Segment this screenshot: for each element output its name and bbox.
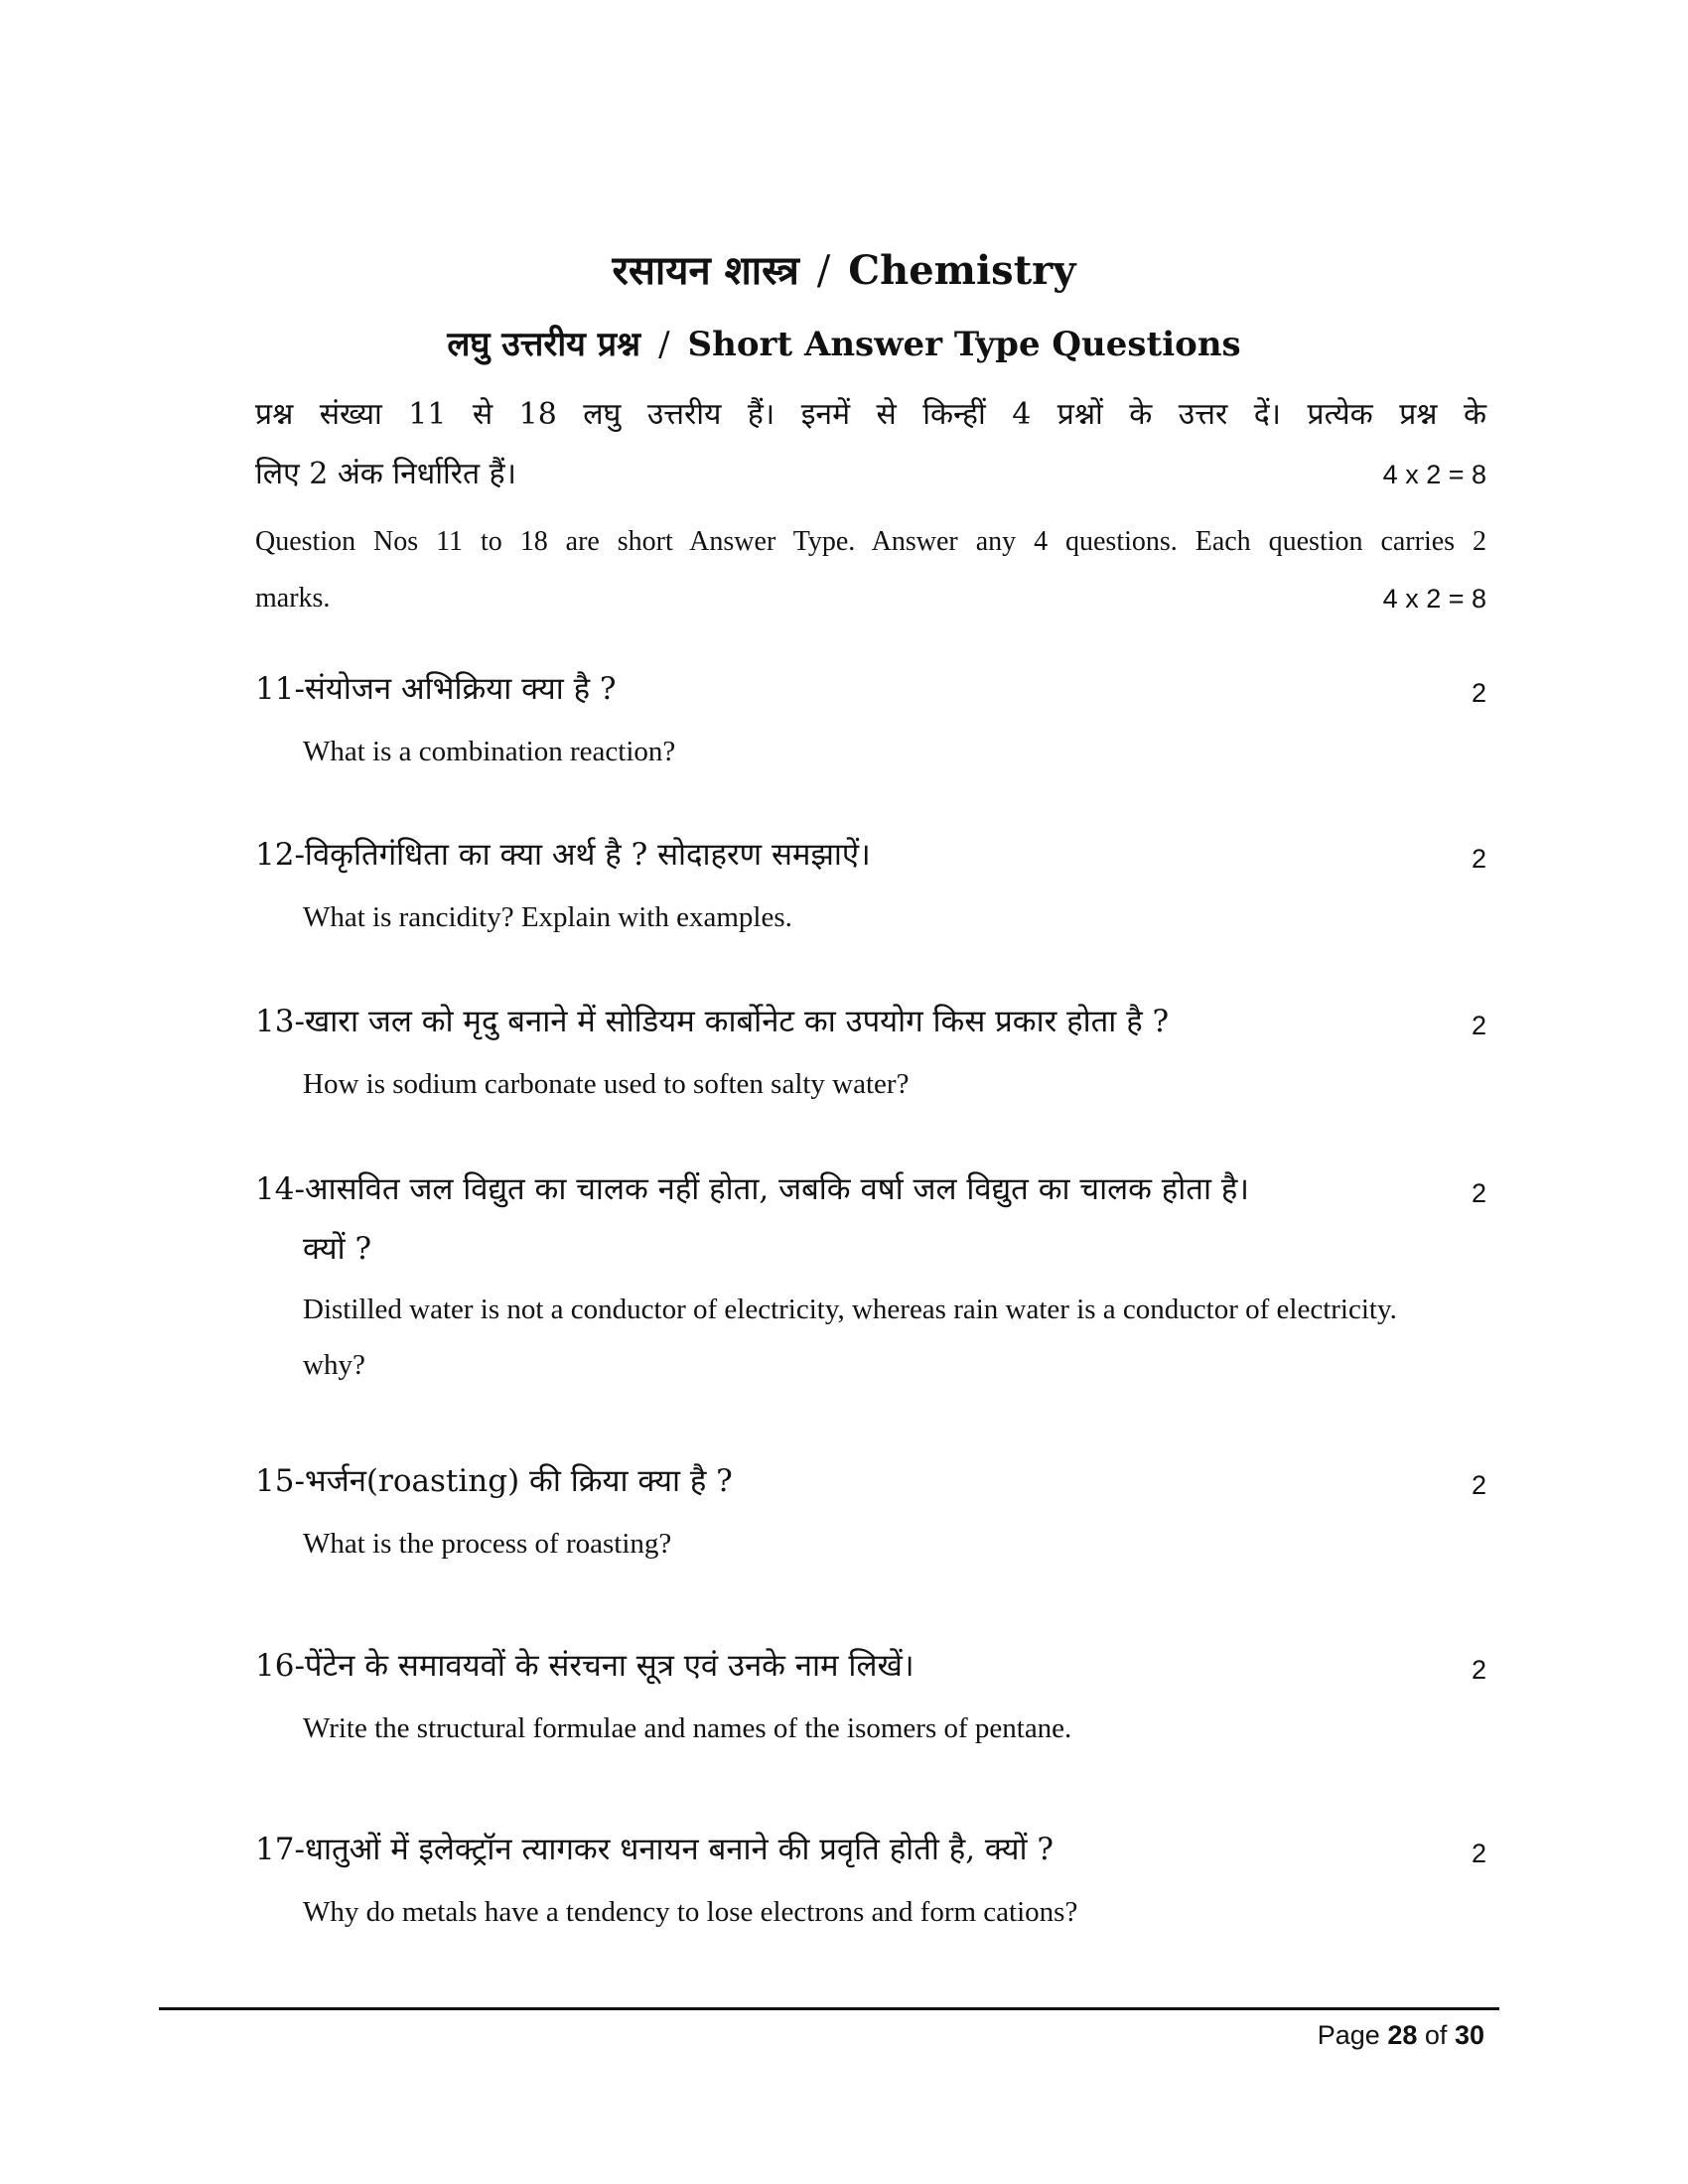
section-subtitle <box>0 320 1688 365</box>
question-17 <box>255 1820 1486 1941</box>
page-of: of <box>1424 2020 1448 2050</box>
title-separator: / <box>816 248 831 294</box>
question-english: Distilled water is not a conductor of electricity, whereas rain water is a conductor of electricity. <box>303 1294 1397 1325</box>
instructions-english-line2-row <box>255 570 1486 626</box>
instructions-hindi-marks: 4 x 2 = 8 <box>1382 460 1486 489</box>
subtitle-english: Short Answer Type Questions <box>687 325 1241 364</box>
question-hindi <box>255 825 1486 885</box>
instructions-hindi-line2-row <box>255 445 1486 504</box>
page-number <box>1318 2020 1484 2051</box>
question-hindi-text: 15-भर्जन(roasting) की क्रिया क्या है ? <box>255 1463 733 1499</box>
subtitle-hindi: लघु उत्तरीय प्रश्न <box>447 325 641 364</box>
title-english: Chemistry <box>848 247 1076 294</box>
question-english: Write the structural formulae and names of the isomers of pentane. <box>303 1712 1072 1744</box>
question-english: What is the process of roasting? <box>303 1528 672 1560</box>
question-english: What is rancidity? Explain with examples. <box>303 901 792 933</box>
question-hindi <box>255 1636 1486 1696</box>
question-15 <box>255 1451 1486 1572</box>
question-english: Why do metals have a tendency to lose electrons and form cations? <box>303 1896 1078 1928</box>
instructions-hindi-line1: प्रश्न संख्या 11 से 18 लघु उत्तरीय हैं। इनमें से किन्हीं 4 प्रश्नों के उत्तर दें। प्रत्येक प्रश्न के <box>255 397 1486 432</box>
question-marks: 2 <box>1471 1655 1486 1685</box>
question-marks: 2 <box>1471 844 1486 874</box>
question-hindi <box>255 1820 1486 1879</box>
question-12 <box>255 825 1486 946</box>
question-14 <box>255 1160 1486 1394</box>
instructions-hindi <box>255 385 1486 504</box>
question-16 <box>255 1636 1486 1757</box>
question-hindi-text: 11-संयोजन अभिक्रिया क्या है ? <box>255 671 617 707</box>
instructions-english-line2: marks. <box>255 583 331 614</box>
question-hindi <box>255 659 1486 719</box>
question-hindi-continued: क्यों ? <box>303 1231 372 1267</box>
question-hindi-text: 12-विकृतिगंधिता का क्या अर्थ है ? सोदाहरण समझाऐं। <box>255 837 871 873</box>
question-english: What is a combination reaction? <box>303 736 676 767</box>
title-hindi: रसायन शास्त्र <box>612 247 799 294</box>
instructions-english <box>255 514 1486 626</box>
question-hindi-text: 16-पेंटेन के समावयवों के संरचना सूत्र एवं उनके नाम लिखें। <box>255 1648 914 1684</box>
question-marks: 2 <box>1471 678 1486 708</box>
question-marks: 2 <box>1471 1839 1486 1868</box>
question-marks: 2 <box>1471 1011 1486 1040</box>
question-english: How is sodium carbonate used to soften salty water? <box>303 1068 910 1100</box>
subtitle-separator: / <box>658 325 670 364</box>
footer-divider <box>159 2007 1499 2010</box>
page-title <box>0 241 1688 296</box>
question-hindi <box>255 1160 1486 1219</box>
question-english-continued: why? <box>303 1349 365 1381</box>
instructions-english-marks: 4 x 2 = 8 <box>1382 584 1486 614</box>
question-hindi-text: 14-आसवित जल विद्युत का चालक नहीं होता, जबकि वर्षा जल विद्युत का चालक होता है। <box>255 1171 1250 1207</box>
question-hindi <box>255 992 1486 1051</box>
page-prefix: Page <box>1317 2020 1380 2050</box>
question-marks: 2 <box>1471 1178 1486 1208</box>
question-hindi-text: 17-धातुओं में इलेक्ट्रॉन त्यागकर धनायन बनाने की प्रवृति होती है, क्यों ? <box>255 1832 1054 1867</box>
instructions-english-line1: Question Nos 11 to 18 are short Answer Type. Answer any 4 questions. Each question carries 2 <box>255 526 1486 557</box>
question-11 <box>255 659 1486 780</box>
page-total: 30 <box>1454 2020 1484 2050</box>
instructions-hindi-line2: लिए 2 अंक निर्धारित हैं। <box>255 457 516 491</box>
question-marks: 2 <box>1471 1470 1486 1500</box>
question-hindi-text: 13-खारा जल को मृदु बनाने में सोडियम कार्बोनेट का उपयोग किस प्रकार होता है ? <box>255 1004 1170 1039</box>
page-current: 28 <box>1387 2020 1418 2050</box>
question-13 <box>255 992 1486 1113</box>
question-hindi <box>255 1451 1486 1511</box>
